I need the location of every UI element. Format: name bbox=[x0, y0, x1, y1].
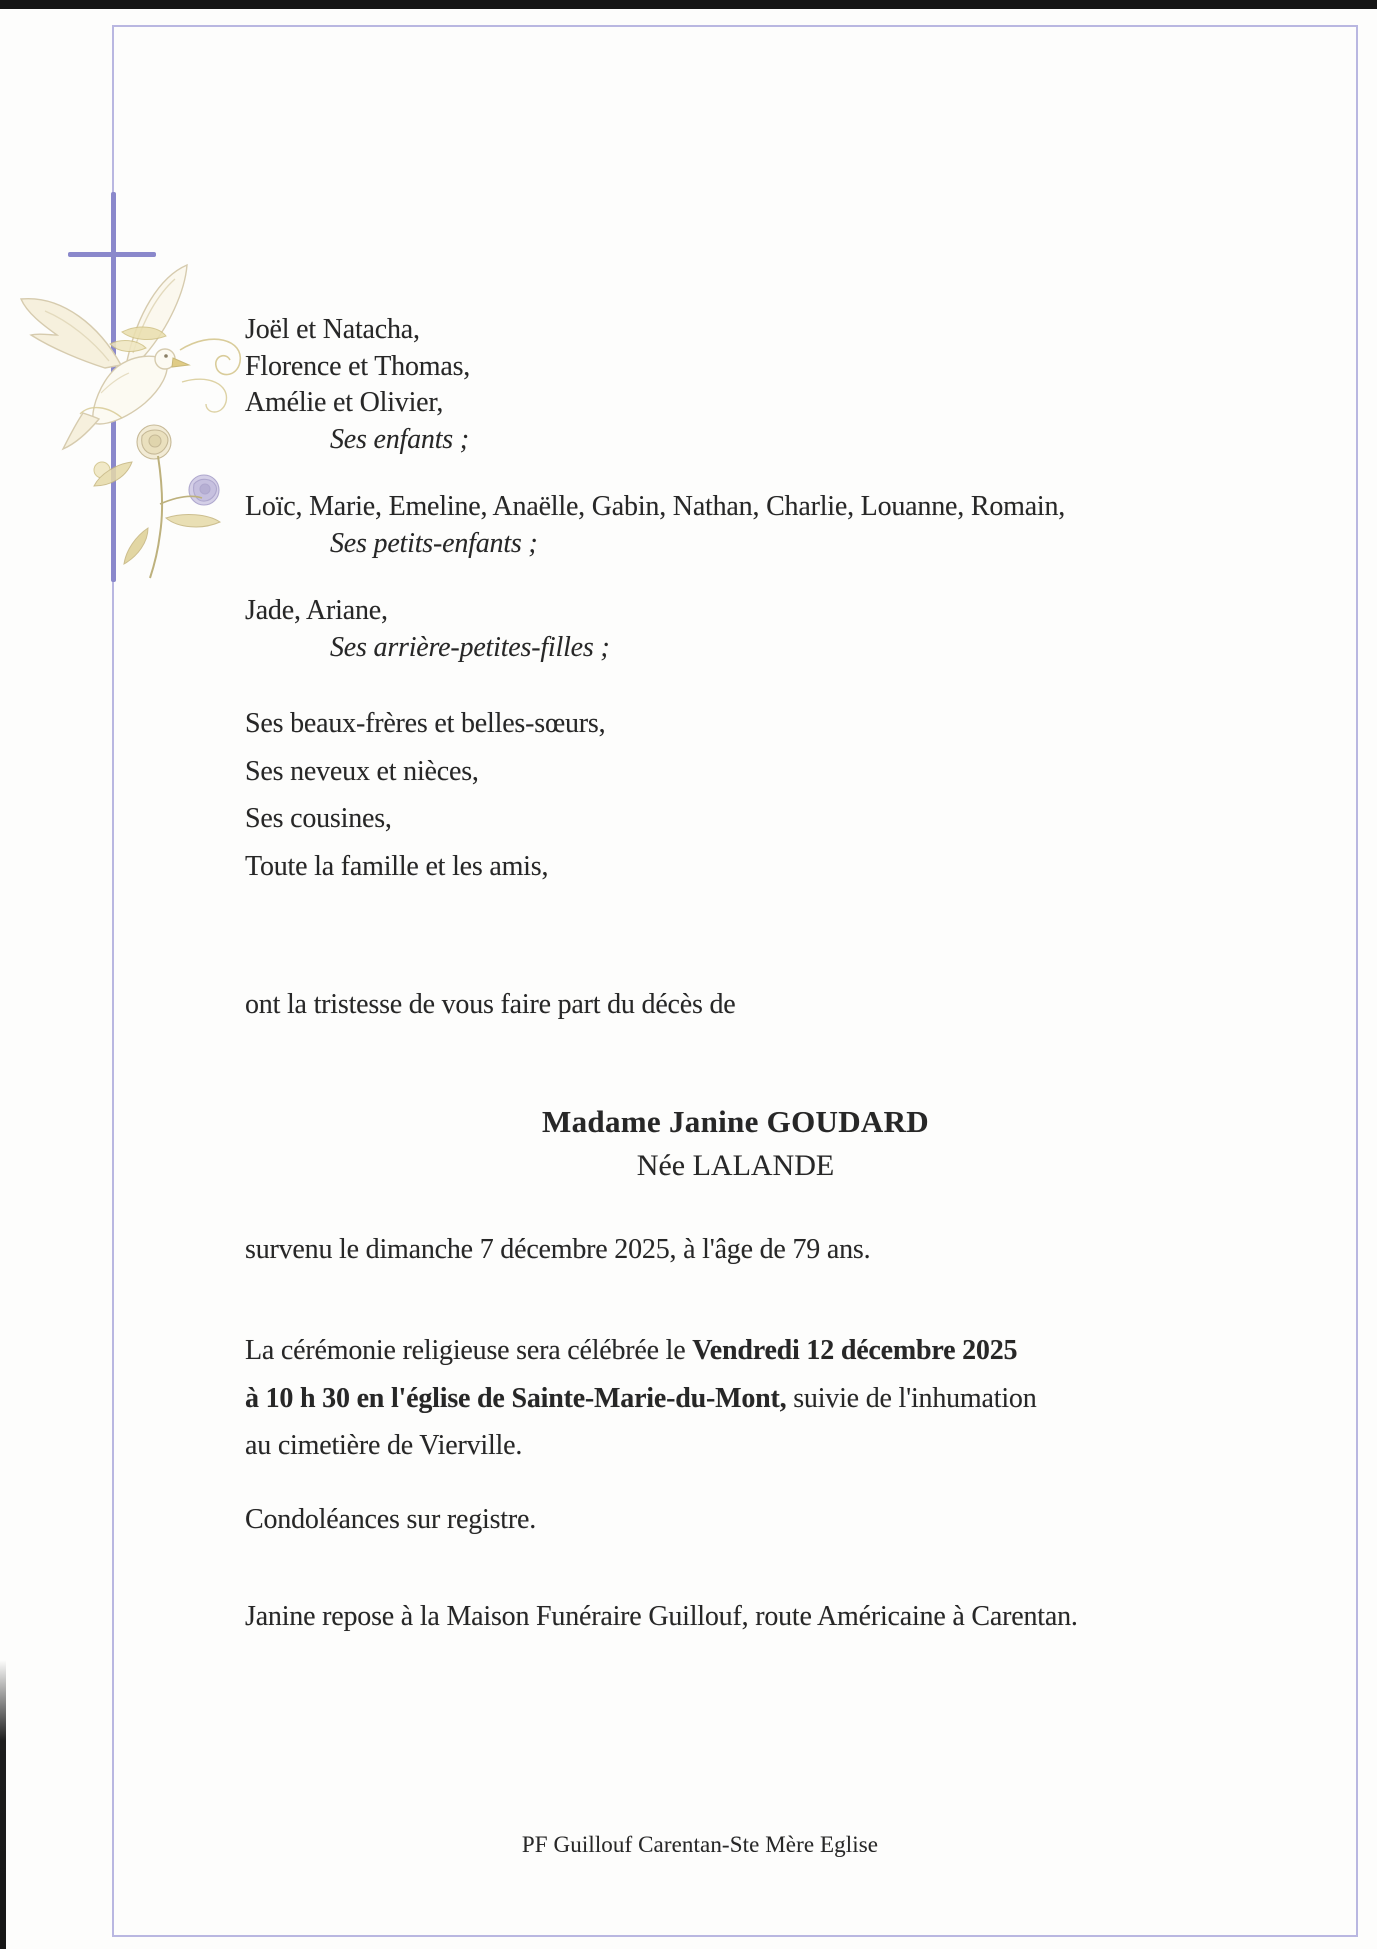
death-info-line: survenu le dimanche 7 décembre 2025, à l'âge de 79 ans. bbox=[245, 1234, 871, 1265]
children-line: Amélie et Olivier, bbox=[245, 387, 444, 418]
grandchildren-relation-label: Ses petits-enfants ; bbox=[330, 527, 538, 559]
children-line: Joël et Natacha, bbox=[245, 314, 420, 345]
relatives-line: Ses neveux et nièces, bbox=[245, 755, 479, 787]
flower-sprig-icon bbox=[62, 322, 267, 587]
ceremony-date: Vendredi 12 décembre 2025 bbox=[692, 1335, 1018, 1366]
great-granddaughters-line: Jade, Ariane, bbox=[245, 595, 388, 626]
children-line: Florence et Thomas, bbox=[245, 350, 471, 382]
grandchildren-line: Loïc, Marie, Emeline, Anaëlle, Gabin, Nathan, Charlie, Louanne, Romain, bbox=[245, 491, 1066, 522]
children-relation-label: Ses enfants ; bbox=[330, 423, 469, 455]
grandchildren-group bbox=[245, 489, 1065, 562]
ceremony-line-2 bbox=[245, 1375, 1037, 1423]
repose-line: Janine repose à la Maison Funéraire Guillouf, route Américaine à Carentan. bbox=[245, 1601, 1078, 1632]
deceased-maiden-name: Née LALANDE bbox=[636, 1149, 835, 1182]
relatives-line: Ses cousines, bbox=[245, 803, 392, 834]
announcement-line: ont la tristesse de vous faire part du décès de bbox=[245, 989, 736, 1020]
ceremony-line1-regular: La cérémonie religieuse sera célébrée le bbox=[245, 1335, 693, 1366]
great-granddaughters-relation-label: Ses arrière-petites-filles ; bbox=[330, 631, 610, 663]
relatives-line: Ses beaux-frères et belles-sœurs, bbox=[245, 708, 606, 739]
ceremony-line-1 bbox=[245, 1327, 1037, 1375]
ceremony-line2-regular: suivie de l'inhumation bbox=[786, 1382, 1037, 1414]
children-group bbox=[245, 312, 470, 458]
scan-edge-left bbox=[0, 1660, 6, 1949]
relatives-line: Toute la famille et les amis, bbox=[245, 850, 549, 882]
funeral-home-footer: PF Guillouf Carentan-Ste Mère Eglise bbox=[521, 1832, 879, 1857]
deceased-block bbox=[113, 1104, 1358, 1183]
relatives-group bbox=[245, 700, 605, 890]
great-granddaughters-group bbox=[245, 593, 610, 666]
ceremony-time-place: à 10 h 30 en l'église de Sainte-Marie-du-Mont, bbox=[245, 1382, 787, 1414]
ceremony-line-3: au cimetière de Vierville. bbox=[245, 1430, 523, 1461]
condolences-line: Condoléances sur registre. bbox=[245, 1504, 537, 1535]
scan-edge-top bbox=[0, 0, 1377, 9]
deceased-name: Madame Janine GOUDARD bbox=[542, 1104, 929, 1139]
ceremony-paragraph bbox=[245, 1327, 1037, 1470]
